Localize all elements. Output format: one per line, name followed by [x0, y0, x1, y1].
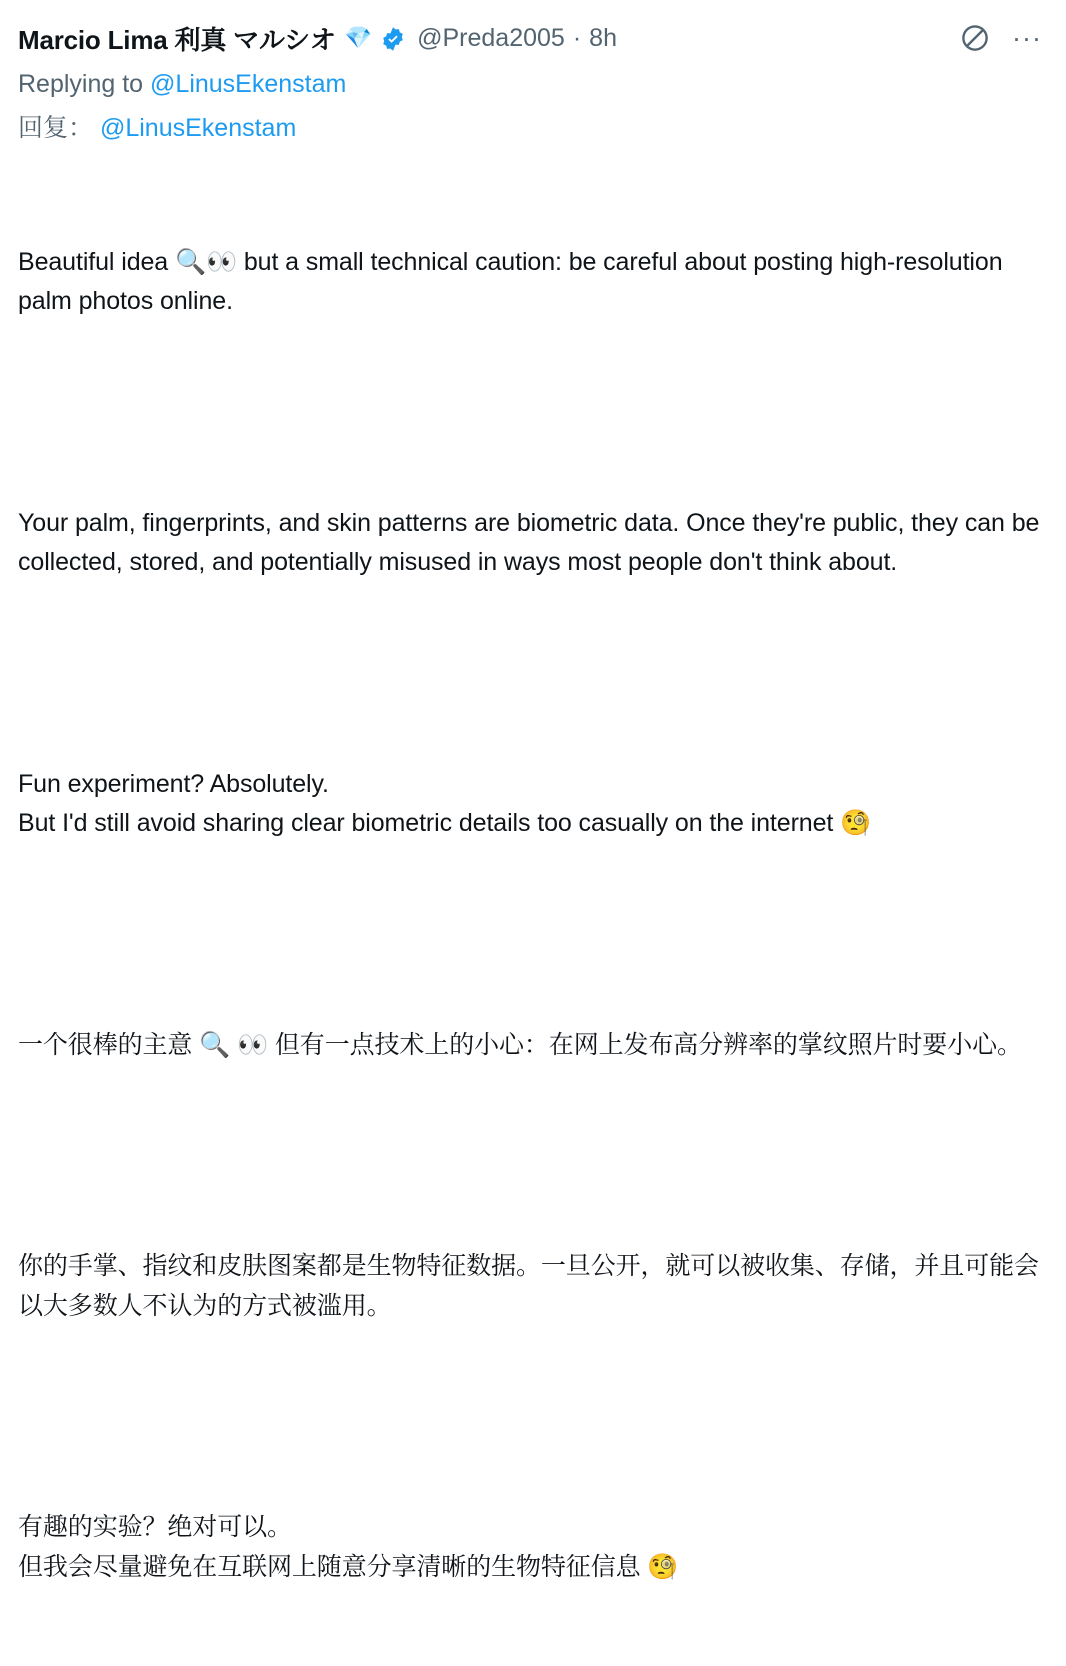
- paragraph-spacer: [18, 923, 1048, 947]
- replying-to-line-cn: [18, 112, 1048, 146]
- author-name[interactable]: Marcio Lima 利真 マルシオ: [18, 20, 336, 57]
- paragraph-spacer: [18, 662, 1048, 686]
- tweet-timestamp[interactable]: 8h: [589, 24, 617, 53]
- grok-icon[interactable]: [960, 23, 990, 53]
- author-handle[interactable]: @Preda2005: [417, 24, 565, 53]
- replying-to-label: Replying to: [18, 70, 150, 98]
- tweet-paragraph-cn-3: 有趣的实验？绝对可以。 但我会尽量避免在互联网上随意分享清晰的生物特征信息 🧐: [18, 1508, 1048, 1587]
- replying-to-line: [18, 68, 1048, 102]
- tweet-paragraph-en-2: Your palm, fingerprints, and skin patterns are biometric data. Once they're public, they can be collected, stored, and potentially misused in ways most people don't think about.: [18, 504, 1048, 583]
- replying-to-mention-cn[interactable]: @LinusEkenstam: [100, 114, 296, 142]
- tweet-header: [18, 18, 1048, 58]
- replying-to-mention[interactable]: @LinusEkenstam: [150, 70, 346, 98]
- paragraph-spacer: [18, 401, 1048, 425]
- replying-to-label-cn: 回复：: [18, 114, 93, 142]
- gem-icon: 💎: [345, 27, 372, 49]
- more-options-icon[interactable]: ···: [1012, 25, 1042, 52]
- tweet-paragraph-cn-2: 你的手掌、指纹和皮肤图案都是生物特征数据。一旦公开，就可以被收集、存储，并且可能会以大多数人不认为的方式被滥用。: [18, 1247, 1048, 1326]
- tweet-paragraph-en-1: Beautiful idea 🔍👀 but a small technical caution: be careful about posting high-resolution palm photos online.: [18, 243, 1048, 322]
- paragraph-spacer: [18, 1144, 1048, 1168]
- header-separator: ·: [573, 24, 581, 53]
- tweet-paragraph-en-3: Fun experiment? Absolutely. But I'd still avoid sharing clear biometric details too casually on the internet 🧐: [18, 765, 1048, 844]
- paragraph-spacer: [18, 1405, 1048, 1429]
- tweet-paragraph-cn-1: 一个很棒的主意 🔍 👀 但有一点技术上的小心：在网上发布高分辨率的掌纹照片时要小心。: [18, 1026, 1048, 1066]
- tweet-body: [18, 164, 1048, 1666]
- verified-badge-icon[interactable]: [380, 26, 406, 52]
